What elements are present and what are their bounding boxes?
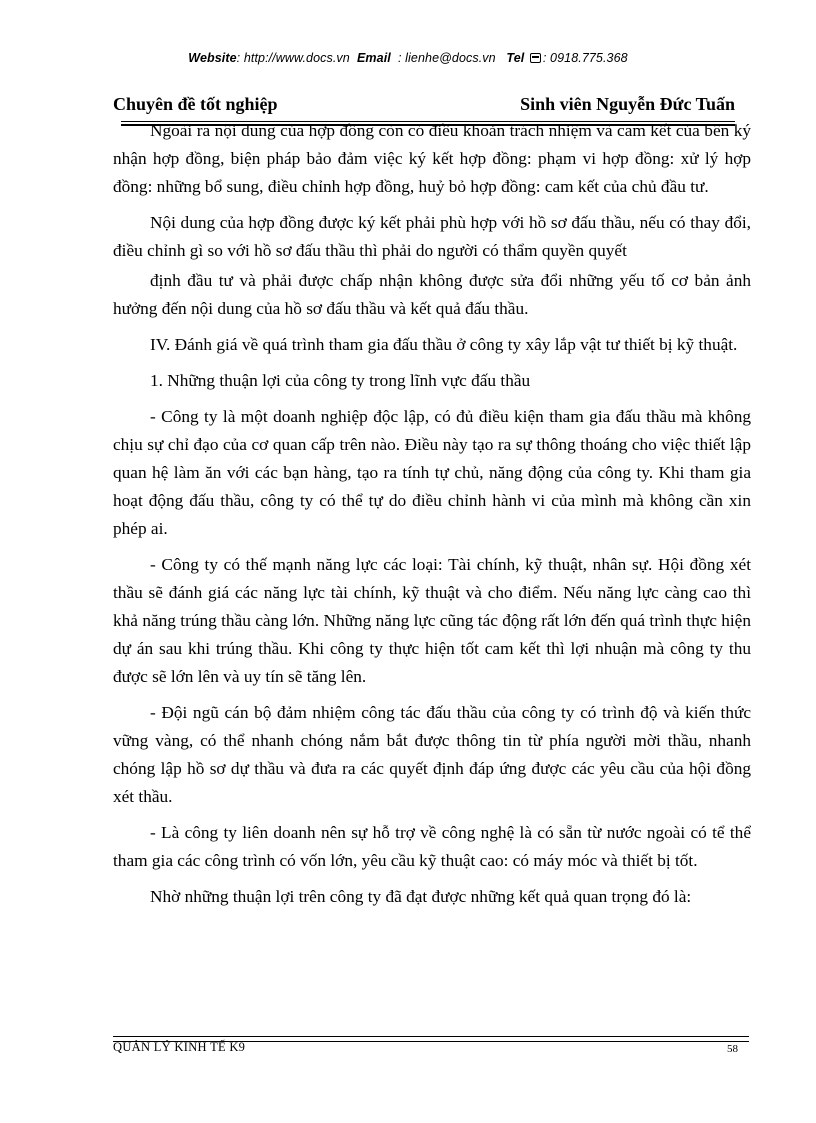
paragraph-bidding-staff: - Đội ngũ cán bộ đảm nhiệm công tác đấu thầu của công ty có trình độ và kiến thức vững vàng, có thể nhanh chóng nắm bắt được thông tin từ phía người mời thầu, nhanh chóng lập hồ sơ dự thầu và đưa ra các quyết định đáp ứng được các yêu cầu của hội đồng xét thầu. [113, 703, 751, 806]
paragraph-contract-content-cont: định đầu tư và phải được chấp nhận không được sửa đổi những yếu tố cơ bản ảnh hưởng đến nội dung của hồ sơ đấu thầu và kết quả đấu thầu. [113, 271, 751, 318]
paragraph-company-strengths: - Công ty có thế mạnh năng lực các loại: Tài chính, kỹ thuật, nhân sự. Hội đồng xét thầu sẽ đánh giá các năng lực tài chính, kỹ thuật và cho điểm. Nếu năng lực càng cao thì khả năng trúng thầu càng lớn. Những năng lực cũng tác động rất lớn đến quá trình thực hiện dự án sau khi trúng thầu. Khi công ty thực hiện tốt cam kết thì lợi nhuận mà công ty thu được sẽ lớn lên và uy tín sẽ tăng lên. [113, 555, 751, 686]
phone-icon [530, 53, 541, 63]
tel-value: : 0918.775.368 [542, 51, 628, 65]
subsection-heading-1: 1. Những thuận lợi của công ty trong lĩnh vực đấu thầu [150, 371, 531, 390]
website-url[interactable]: : http://www.docs.vn [236, 51, 350, 65]
email-value[interactable]: : lienhe@docs.vn [398, 51, 496, 65]
top-banner [0, 51, 816, 65]
footer-department: QUẢN LÝ KINH TẾ K9 [113, 1040, 246, 1054]
paragraph-contract-content: Nội dung của hợp đồng được ký kết phải phù hợp với hồ sơ đấu thầu, nếu có thay đổi, điều chỉnh gì so với hồ sơ đấu thầu thì phải do người có thẩm quyền quyết [113, 213, 751, 260]
header-author: Sinh viên Nguyễn Đức Tuấn [520, 94, 735, 114]
page-header [113, 94, 735, 116]
section-heading-iv: IV. Đánh giá về quá trình tham gia đấu thầu ở công ty xây lắp vật tư thiết bị kỹ thuật. [150, 335, 738, 354]
paragraph-results-intro: Nhờ những thuận lợi trên công ty đã đạt được những kết quả quan trọng đó là: [150, 887, 692, 906]
page-number: 58 [727, 1043, 738, 1055]
header-title: Chuyên đề tốt nghiệp [113, 94, 278, 114]
paragraph-contract-terms: Ngoài ra nội dung của hợp đồng còn có điều khoản trách nhiệm và cam kết của bên ký nhận hợp đồng, biện pháp bảo đảm việc ký kết hợp đồng: phạm vi hợp đồng: xử lý hợp đồng: những bổ sung, điều chỉnh hợp đồng, huỷ bỏ hợp đồng: cam kết của chủ đầu tư. [113, 121, 751, 196]
document-body [113, 117, 751, 919]
tel-label: Tel [506, 51, 525, 65]
website-label: Website [188, 51, 237, 65]
email-label: Email [357, 51, 391, 65]
paragraph-independent-company: - Công ty là một doanh nghiệp độc lập, có đủ điều kiện tham gia đấu thầu mà không chịu sự chỉ đạo của cơ quan cấp trên nào. Điều này tạo ra sự thông thoáng cho việc thiết lập quan hệ làm ăn với các bạn hàng, tạo ra tính tự chủ, năng động của công ty. Khi tham gia hoạt động đấu thầu, công ty có thể tự do điều chỉnh hành vi của mình mà không cần xin phép ai. [113, 407, 751, 538]
header-rule [121, 121, 735, 126]
paragraph-joint-venture: - Là công ty liên doanh nên sự hỗ trợ về công nghệ là có sẵn từ nước ngoài có tể thể tham gia các công trình có vốn lớn, yêu cầu kỹ thuật cao: có máy móc và thiết bị tốt. [113, 823, 751, 870]
